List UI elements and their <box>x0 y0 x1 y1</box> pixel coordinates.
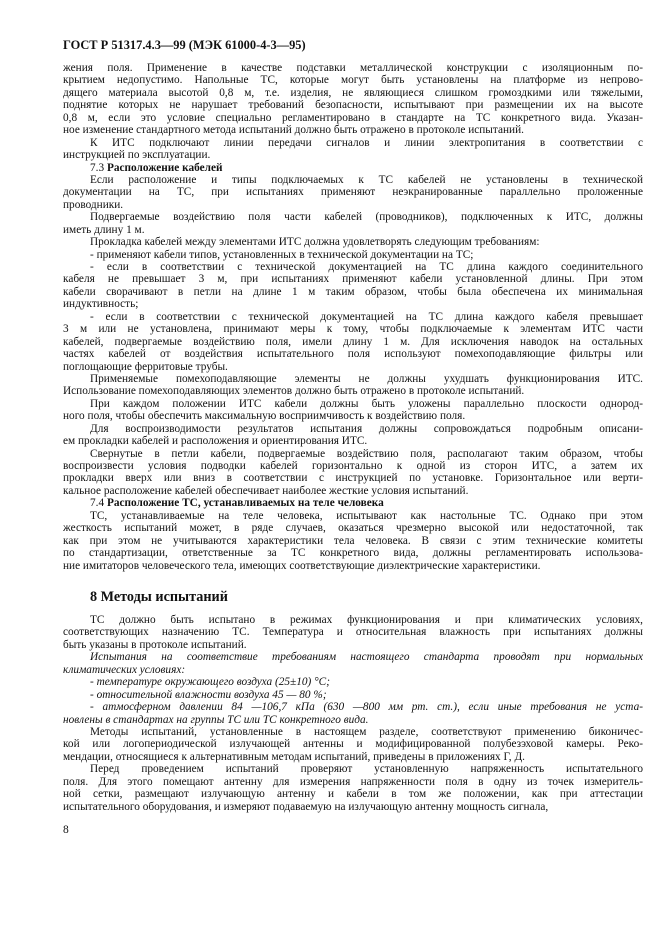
text-line: Испытания на соответствие требованиям настоящего стандарта проводят при нормальных <box>90 651 643 664</box>
text-line: 3 м или не установлена, принимают меры к тому, чтобы подключаемые к элементам ИТС части <box>63 323 643 336</box>
text-line: кальное расположение кабелей обеспечивает наиболее жесткие условия испытаний. <box>63 484 469 497</box>
text-line: Применяемые помехоподавляющие элементы не должны ухудшать функционирования ИТС. <box>90 372 643 385</box>
text-line: проводники. <box>63 198 124 211</box>
paragraph <box>63 614 643 651</box>
text-line: Использование помехоподавляющих элементов должно быть отражено в протоколе испытаний. <box>63 385 525 398</box>
text-line: иметь длину 1 м. <box>63 223 145 236</box>
paragraph <box>63 423 643 448</box>
text-line: ние имитаторов человеческого тела, имеющих соответствующие диэлектрические характеристики. <box>63 559 541 572</box>
text-line: новлены в стандартах на группы ТС или ТС конкретного вида. <box>63 713 369 726</box>
text-line: При каждом положении ИТС кабели должны быть уложены параллельно плоскости однород- <box>90 397 643 410</box>
text-line: поля. Для этого помещают антенну для измерения напряженности поля в одну из точек измеритель- <box>63 775 643 788</box>
text-line: Подвергаемые воздействию поля части кабелей (проводников), подключенных к ИТС, должны <box>90 211 643 224</box>
paragraph <box>63 510 643 572</box>
text-line: ТС, устанавливаемые на теле человека, испытывают как настольные ТС. Однако при этом <box>90 509 643 522</box>
text-line: - применяют кабели типов, установленных в технической документации на ТС; <box>90 248 474 261</box>
text-line: частях кабелей от воздействия испытательного поля используют помехоподавляющие фильтры или <box>63 348 643 361</box>
heading-line <box>63 162 643 174</box>
paragraph <box>63 137 643 162</box>
paragraph <box>63 448 643 498</box>
paragraph <box>63 676 643 688</box>
text-line: ной сетки, размещают излучающую антенну и кабели в том же положении, как при аттестации <box>63 788 643 801</box>
text-line: как при этом не учитываются характеристики тела человека. В связи с этим технические комитеты <box>63 534 643 547</box>
text-line: - температуре окружающего воздуха (25±10) °С; <box>90 676 330 689</box>
text-line: крытием недопустимо. Напольные ТС, которые могут быть установлены на платформе из непрово- <box>63 74 643 87</box>
text-line: кабели сворачивают в петли на длине 1 м таким образом, чтобы была обеспечена их минимальная <box>63 285 643 298</box>
text-line: ем прокладки кабелей и расположения и ориентирования ИТС. <box>63 435 368 448</box>
text-line: кой или логопериодической излучающей антенны и модифицированной полубезэховой камеры. Реко- <box>63 738 643 751</box>
text-line: воспроизвести условия подводки кабелей горизонтально к одной из сторон ИТС, а затем их <box>63 460 643 472</box>
text-line: 0,8 м, если это условие специально регламентировано в стандарте на ТС конкретного вида. Указан- <box>63 111 643 124</box>
text-line: документации на ТС, при испытаниях применяют неэкранированные параллельно проложенные <box>63 186 643 199</box>
paragraph <box>63 236 643 248</box>
text-line: индуктивность; <box>63 298 139 311</box>
paragraph <box>63 211 643 236</box>
subsection-number: 7.4 <box>90 497 105 510</box>
paragraph <box>63 373 643 398</box>
paragraph <box>63 261 643 311</box>
text-line: Прокладка кабелей между элементами ИТС должна удовлетворять следующим требованиям: <box>90 236 540 249</box>
text-line: прокладки вверх или вниз в соответствии с инструкцией по установке. Горизонтальное или верти- <box>63 472 643 485</box>
subsection-title: Расположение ТС, устанавливаемых на теле человека <box>106 497 384 510</box>
text-line: ное изменение стандартного метода испытаний должно быть отражено в протоколе испытаний. <box>63 124 524 137</box>
paragraph <box>63 174 643 211</box>
text-line: дящего материала высотой 0,8 м, т.е. изделия, не являющиеся слишком громоздкими или тяжелыми, <box>63 86 643 99</box>
paragraph <box>63 398 643 423</box>
text-line: жесткость испытаний может, в ряде случаев, оказаться чрезмерно высокой или недостаточной, так <box>63 522 643 535</box>
paragraph <box>63 62 643 137</box>
text-line: - атмосферном давлении 84 —106,7 кПа (630 —800 мм рт. ст.), если иные требования не уста- <box>90 701 643 714</box>
paragraph <box>63 311 643 373</box>
paragraph <box>63 249 643 261</box>
section-heading: 8 Методы испытаний <box>90 589 228 605</box>
text-line: жения поля. Применение в качестве подставки металлической конструкции с изоляционным по- <box>63 62 643 74</box>
paragraph <box>63 726 643 763</box>
text-line: - относительной влажности воздуха 45 — 80 %; <box>90 688 327 701</box>
page-number: 8 <box>63 824 69 836</box>
text-line: инструкцией по эксплуатации. <box>63 149 211 162</box>
heading-line <box>63 497 643 509</box>
document-header: ГОСТ Р 51317.4.3—99 (МЭК 61000-4-3—95) <box>63 38 306 52</box>
text-line: мендации, относящиеся к альтернативным методам испытаний, приведены в приложениях Г, Д. <box>63 750 525 763</box>
text-line: Если расположение и типы подключаемых к ТС кабелей не установлены в технической <box>90 173 643 186</box>
text-line: Свернутые в петли кабели, подвергаемые воздействию поля, располагают таким образом, чтобы <box>90 447 643 460</box>
paragraph <box>63 763 643 813</box>
text-line: ного поля, чтобы обеспечить максимальную восприимчивость к воздействию поля. <box>63 410 466 423</box>
text-line: Методы испытаний, установленные в настоящем разделе, соответствуют применению биконичес- <box>90 725 643 738</box>
text-line: по стандартизации, ответственные за ТС конкретного вида, должны регламентировать использова- <box>63 547 643 560</box>
text-line: соответствующих назначению ТС. Температура и относительная влажность при испытаниях должны <box>63 626 643 639</box>
body-block-section-8 <box>63 614 643 813</box>
subsection-heading <box>63 497 643 509</box>
subsection-title: Расположение кабелей <box>106 161 223 174</box>
text-line: Перед проведением испытаний проверяют установленную напряженность испытательного <box>90 763 643 776</box>
subsection-heading <box>63 162 643 174</box>
text-line: климатических условиях: <box>63 663 186 676</box>
text-line: быть указаны в протоколе испытаний. <box>63 638 247 651</box>
subsection-number: 7.3 <box>90 161 105 174</box>
paragraph <box>63 689 643 701</box>
text-line: Для воспроизводимости результатов испытания должны сопровождаться подробным описани- <box>90 422 643 435</box>
text-line: кабеля не превышает 3 м, при испытаниях применяют кабели установленной длины. При этом <box>63 273 643 286</box>
text-line: испытательного оборудования, и измеряют подаваемую на излучающую антенну мощность сигнала, <box>63 800 549 813</box>
text-line: ТС должно быть испытано в режимах функционирования и при климатических условиях, <box>90 614 643 626</box>
text-line: поглощающие ферритовые трубы. <box>63 360 228 373</box>
paragraph <box>63 701 643 726</box>
paragraph <box>63 651 643 676</box>
text-line: - если в соответствии с технической документацией на ТС длина каждого кабеля превышает <box>90 310 643 323</box>
text-line: К ИТС подключают линии передачи сигналов и линии электропитания в соответствии с <box>90 136 643 149</box>
text-line: кабелей, подвергаемые воздействию поля, имели длину 1 м. Для исключения наводок на остальных <box>63 335 643 348</box>
body-block-sections-7 <box>63 62 643 572</box>
text-line: - если в соответствии с технической документацией на ТС длина каждого соединительного <box>90 261 643 273</box>
text-line: поднятие которых не нарушает требований безопасности, испытывают при размещении их на высоте <box>63 99 643 112</box>
